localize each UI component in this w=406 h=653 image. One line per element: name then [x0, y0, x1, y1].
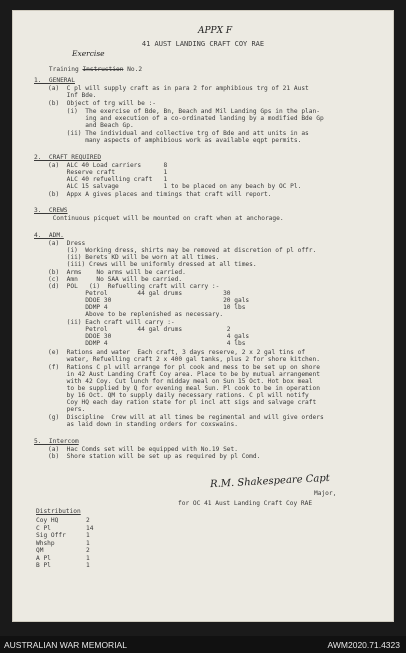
text-line: Coy HQ each day ration state for pl incl att sigs and salvage craft: [48, 399, 317, 406]
text-line: (e) Rations and water Each craft, 3 days reserve, 2 x 2 gal tins of: [48, 349, 306, 356]
text-line: (c) Amn No SAA will be carried.: [48, 276, 183, 283]
text-line: ALC 15 salvage 1 to be placed on any beach by OC Pl.: [48, 183, 302, 190]
signature: R.M. Shakespeare Capt: [209, 472, 331, 491]
text-line: Continuous picquet will be mounted on craft when at anchorage.: [34, 215, 284, 222]
text-line: (b) Arms No arms will be carried.: [48, 269, 186, 276]
distribution-heading: Distribution: [36, 508, 81, 515]
distribution-unit: Sig Offr: [36, 532, 66, 539]
text-line: Petrol 44 gal drums 2: [48, 326, 231, 333]
distribution-count: 1: [86, 562, 90, 569]
text-line: (ii) Each craft will carry :-: [48, 319, 175, 326]
archive-footer: [0, 636, 406, 653]
distribution-unit: A Pl: [36, 554, 51, 562]
text-line: (i) Working dress, shirts may be removed at discretion of pl offr.: [48, 247, 317, 254]
distribution-unit: Coy HQ: [36, 517, 59, 524]
text-line: (a) Dress: [48, 240, 86, 247]
appendix-mark: APPX F: [198, 26, 233, 36]
text-line: and Beach Gp.: [48, 122, 134, 129]
training-label: Training: [48, 66, 79, 73]
text-line: to be supplied by Q for evening meal Sun. Pl cook to be in operation: [48, 385, 320, 392]
archive-name: AUSTRALIAN WAR MEMORIAL: [4, 640, 127, 650]
text-line: (a) ALC 40 Load carriers 8: [48, 162, 168, 169]
text-line: with 42 Coy. Cut lunch for midday meal on Sun 15 Oct. Hot box meal: [48, 378, 313, 385]
text-line: DDMP 4 4 lbs: [48, 340, 246, 347]
distribution-count: 2: [86, 517, 90, 524]
text-line: ing and execution of a co-ordinated landing by a modified Bde Gp: [48, 115, 324, 122]
section-3-heading: 3. CREWS: [34, 207, 68, 214]
distribution-unit: B Pl: [36, 562, 51, 569]
text-line: (d) POL (i) Refuelling craft will carry :-: [48, 283, 220, 290]
text-line: Above to be replenished as necessary.: [48, 311, 224, 318]
distribution-unit: QM: [36, 547, 44, 554]
text-line: (b) Object of trg will be :-: [48, 100, 157, 107]
text-line: (a) C pl will supply craft as in para 2 for amphibious trg of 21 Aust: [48, 85, 309, 92]
text-line: (g) Discipline Crew will at all times be regimental and will give orders: [48, 414, 324, 421]
section-5-heading: 5. Intercom: [34, 438, 79, 445]
document-page: [12, 10, 394, 622]
training-handwritten-word: Exercise: [72, 49, 105, 58]
archive-reference: AWM2020.71.4323: [327, 640, 400, 650]
distribution-count: 1: [86, 539, 90, 547]
text-line: (a) Hac Comds set will be equipped with No.19 Set.: [48, 446, 238, 453]
distribution-unit: Whshp: [36, 539, 55, 547]
text-line: (ii) Berets KD will be worn at all times.: [48, 254, 220, 261]
text-line: as laid down in standing orders for coxswains.: [48, 421, 238, 428]
signature-rank: Major,: [314, 490, 337, 497]
distribution-unit: C Pl: [36, 524, 51, 532]
section-2-heading: 2. CRAFT REQUIRED: [34, 154, 102, 161]
text-line: ALC 40 refuelling craft 1: [48, 176, 168, 183]
text-line: (iii) Crews will be uniformly dressed at all times.: [48, 261, 257, 268]
text-line: (f) Rations C pl will arrange for pl cook and mess to be set up on shore: [48, 364, 320, 371]
text-line: Petrol 44 gal drums 30: [48, 290, 231, 297]
distribution-count: 14: [86, 524, 94, 532]
training-struck-word: Instruction: [82, 66, 124, 73]
text-line: (b) Shore station will be set up as required by pl Comd.: [48, 453, 261, 460]
text-line: (ii) The individual and collective trg of Bde and att units in as: [48, 130, 309, 137]
section-1-heading: 1. GENERAL: [34, 77, 75, 84]
document-title: 41 AUST LANDING CRAFT COY RAE: [141, 40, 265, 48]
text-line: Reserve craft 1: [48, 169, 168, 176]
text-line: by 16 Oct. QM to supply daily necessary rations. C pl will notify: [48, 392, 309, 399]
text-line: DDOE 30 4 gals: [48, 333, 250, 340]
text-line: (i) The exercise of Bde, Bn, Beach and Mil Landing Gps in the plan-: [48, 108, 320, 115]
section-4-heading: 4. ADM.: [34, 232, 64, 239]
signature-for-oc: for OC 41 Aust Landing Craft Coy RAE: [178, 500, 313, 507]
text-line: many aspects of amphibious work as available eqpt permits.: [48, 137, 302, 144]
distribution-count: 2: [86, 547, 90, 554]
text-line: Inf Bde.: [48, 92, 97, 99]
text-line: pers.: [48, 406, 86, 413]
distribution-count: 1: [86, 554, 90, 562]
distribution-count: 1: [86, 532, 90, 539]
text-line: DDOE 30 20 gals: [48, 297, 250, 304]
text-line: in 42 Aust Landing Craft Coy area. Place to be by mutual arrangement: [48, 371, 320, 378]
text-line: (b) Appx A gives places and timings that craft will report.: [48, 191, 272, 198]
text-line: DDMP 4 10 lbs: [48, 304, 246, 311]
training-number: No.2: [127, 66, 143, 73]
text-line: water, Refuelling craft 2 x 400 gal tanks, plus 2 for shore kitchen.: [48, 356, 320, 363]
